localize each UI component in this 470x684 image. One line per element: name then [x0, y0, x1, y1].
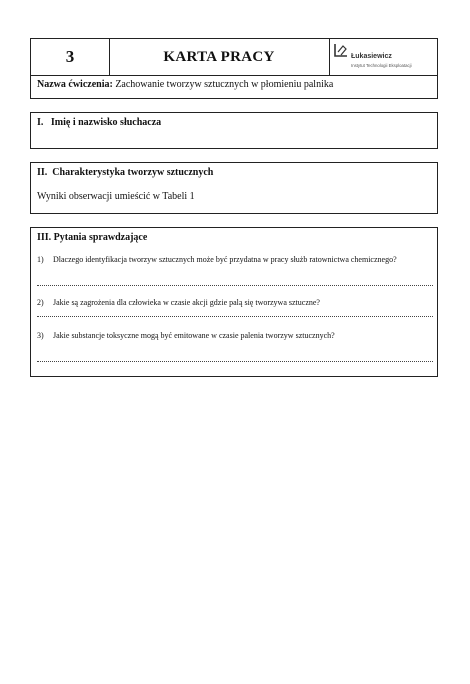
- section-characteristics-text: Wyniki obserwacji umieścić w Tabeli 1: [37, 191, 195, 202]
- card-number: 3: [31, 39, 110, 75]
- logo-subtitle: Instytut Technologii Eksploatacji: [351, 63, 412, 68]
- question-text: Dlaczego identyfikacja tworzyw sztucznych może być przydatna w pracy służb ratownictwa chemicznego?: [53, 255, 397, 264]
- question-number: 3): [37, 331, 44, 340]
- question-text: Jakie są zagrożenia dla człowieka w czasie akcji gdzie palą się tworzywa sztuczne?: [53, 298, 320, 307]
- answer-line-3[interactable]: [37, 361, 433, 362]
- lukasiewicz-logo-icon: [333, 43, 349, 59]
- section-characteristics-title: II. Charakterystyka tworzyw sztucznych: [37, 167, 214, 178]
- question-2: [37, 298, 320, 307]
- lukasiewicz-logo: [329, 39, 439, 75]
- question-text: Jakie substancje toksyczne mogą być emitowane w czasie palenia tworzyw sztucznych?: [53, 331, 335, 340]
- logo-name: Łukasiewicz: [351, 53, 392, 60]
- header-table: [30, 38, 438, 99]
- exercise-row: [37, 79, 333, 90]
- card-title: KARTA PRACY: [109, 39, 330, 75]
- section-questions: [30, 227, 438, 377]
- question-number: 1): [37, 255, 44, 264]
- question-3: [37, 331, 335, 340]
- answer-line-2[interactable]: [37, 316, 433, 317]
- answer-line-1[interactable]: [37, 285, 433, 286]
- question-number: 2): [37, 298, 44, 307]
- section-name: [30, 112, 438, 149]
- exercise-name: Zachowanie tworzyw sztucznych w płomieniu palnika: [115, 79, 334, 90]
- header-top-row: [31, 39, 437, 76]
- section-questions-title: III. Pytania sprawdzające: [37, 232, 148, 243]
- section-characteristics: [30, 162, 438, 214]
- section-name-title: I. Imię i nazwisko słuchacza: [37, 117, 162, 128]
- exercise-label: Nazwa ćwiczenia:: [37, 79, 113, 90]
- question-1: [37, 255, 397, 264]
